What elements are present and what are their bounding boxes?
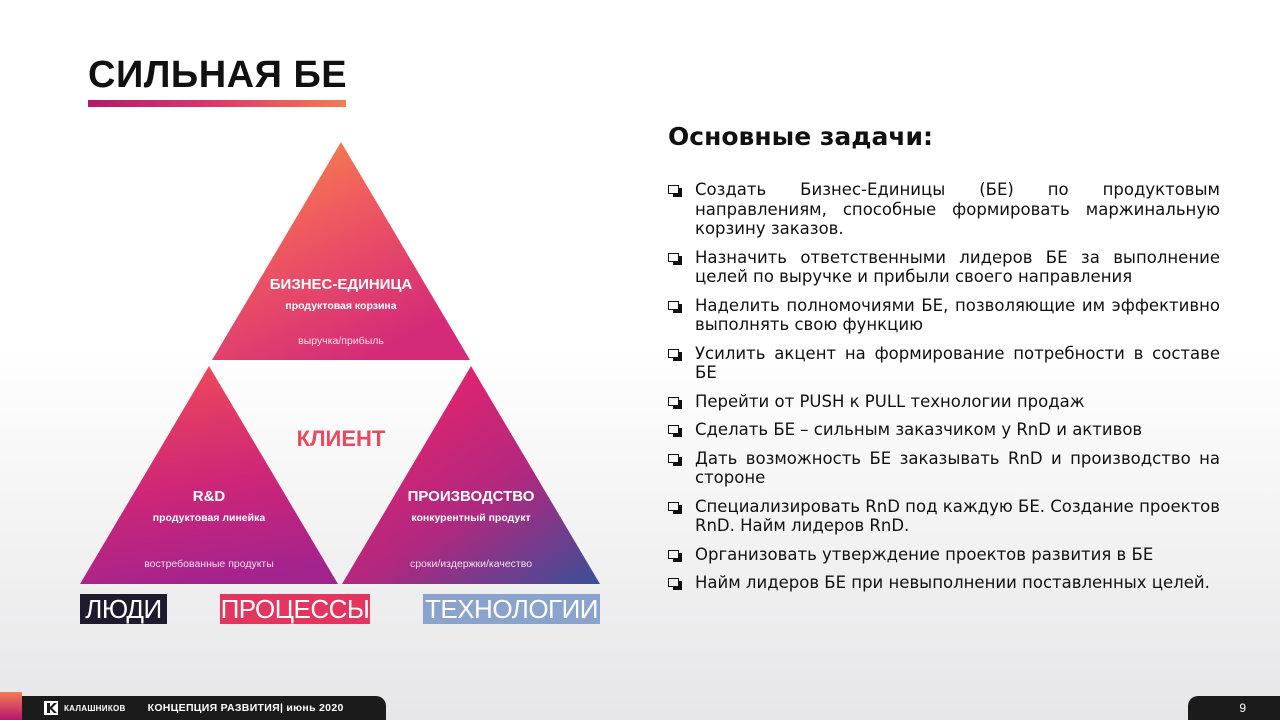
checkbox-bullet-icon <box>668 550 679 559</box>
business-unit-subtitle: продуктовая корзина <box>285 300 397 312</box>
rnd-block <box>109 488 309 524</box>
production-note: сроки/издержки/качество <box>409 558 533 570</box>
rnd-subtitle: продуктовая линейка <box>152 512 266 524</box>
list-item: Усилить акцент на формирование потребности в составе БЕ <box>668 344 1220 383</box>
checkbox-bullet-icon <box>668 185 679 194</box>
production-title: ПРОИЗВОДСТВО <box>407 488 535 505</box>
checkbox-bullet-icon <box>668 502 679 511</box>
footer-accent <box>0 692 22 720</box>
slide-title: СИЛЬНАЯ БЕ <box>88 54 348 96</box>
list-item: Перейти от PUSH к PULL технологии продаж <box>668 392 1220 412</box>
checkbox-bullet-icon <box>668 425 679 434</box>
page-number: 9 <box>1188 696 1280 720</box>
list-item: Назначить ответственными лидеров БЕ за выполнение целей по выручке и прибыли своего направления <box>668 248 1220 287</box>
rnd-title: R&D <box>192 488 226 505</box>
tasks-heading: Основные задачи: <box>668 122 934 151</box>
checkbox-bullet-icon <box>668 454 679 463</box>
kalashnikov-logo-icon <box>44 701 58 715</box>
triangle-rnd <box>80 366 338 584</box>
checkbox-bullet-icon <box>668 397 679 406</box>
list-item: Дать возможность БЕ заказывать RnD и производство на стороне <box>668 449 1220 488</box>
list-item: Найм лидеров БЕ при невыполнении поставленных целей. <box>668 573 1220 593</box>
processes-label: ПРОЦЕССЫ <box>220 594 370 624</box>
business-unit-note: выручка/прибыль <box>298 335 384 347</box>
checkbox-bullet-icon <box>668 578 679 587</box>
business-unit-block <box>241 276 441 312</box>
footer-concept: КОНЦЕПЦИЯ РАЗВИТИЯ| июнь 2020 <box>147 702 344 714</box>
list-item: Создать Бизнес-Единицы (БЕ) по продуктовым направлениям, способные формировать маржинальную корзину заказов. <box>668 180 1220 239</box>
list-item: Специализировать RnD под каждую БЕ. Создание проектов RnD. Найм лидеров RnD. <box>668 497 1220 536</box>
client-label: КЛИЕНТ <box>296 426 386 451</box>
triangle-business-unit <box>212 142 470 360</box>
tasks-list <box>668 180 1220 602</box>
business-unit-title: БИЗНЕС-ЕДИНИЦА <box>269 276 413 293</box>
checkbox-bullet-icon <box>668 253 679 262</box>
production-subtitle: конкурентный продукт <box>411 512 531 524</box>
list-item: Сделать БЕ – сильным заказчиком у RnD и активов <box>668 420 1220 440</box>
technologies-label: ТЕХНОЛОГИИ <box>424 594 598 624</box>
people-label: ЛЮДИ <box>80 594 167 624</box>
rnd-note: востребованные продукты <box>144 558 274 570</box>
footer-bar <box>0 696 386 720</box>
list-item: Организовать утверждение проектов развития в БЕ <box>668 545 1220 565</box>
brand-name: КАЛАШНИКОВ <box>64 703 126 713</box>
production-block <box>371 488 571 524</box>
list-item: Наделить полномочиями БЕ, позволяющие им эффективно выполнять свою функцию <box>668 296 1220 335</box>
checkbox-bullet-icon <box>668 349 679 358</box>
triangle-production <box>342 366 600 584</box>
checkbox-bullet-icon <box>668 301 679 310</box>
